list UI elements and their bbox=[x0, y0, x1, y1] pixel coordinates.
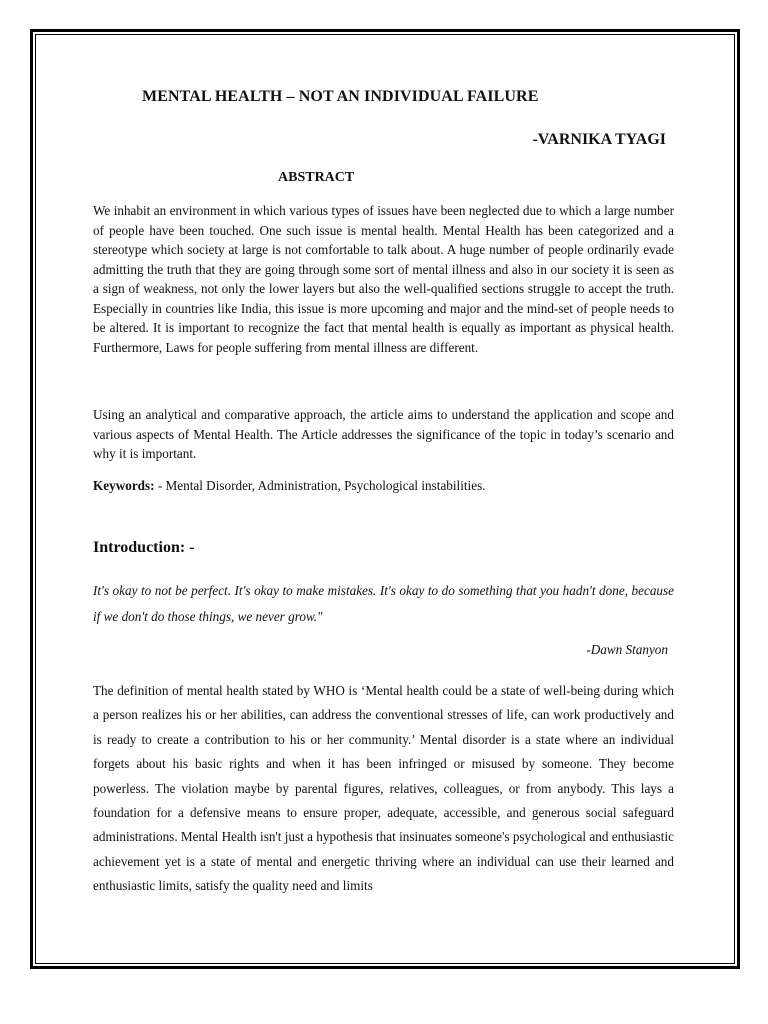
keywords-label: Keywords: bbox=[93, 478, 155, 493]
quote-attribution: -Dawn Stanyon bbox=[586, 642, 668, 657]
intro-quote: It's okay to not be perfect. It's okay to make mistakes. It's okay to do something that you hadn't done, because if we don't do those things, we never grow." bbox=[93, 583, 674, 624]
abstract-paragraph-1: We inhabit an environment in which various types of issues have been neglected due to which a large number of people have been touched. One such issue is mental health. Mental Health has been categorized and a stereotype which society at large is not comfortable to talk about. A huge number of people ordinarily evade admitting the truth that they are going through some sort of mental illness and also in our society it is seen as a sign of weakness, not only the lower layers but also the well-qualified sections struggle to accept the truth. Especially in countries like India, this issue is more upcoming and major and the mind-set of people needs to be altered. It is important to recognize the fact that mental health is equally as important as physical health. Furthermore, Laws for people suffering from mental illness are different. bbox=[93, 203, 674, 355]
document-author: -VARNIKA TYAGI bbox=[532, 131, 666, 148]
introduction-paragraph-1: The definition of mental health stated by WHO is ‘Mental health could be a state of well-being during which a person realizes his or her abilities, can address the conventional stresses of life, can work productively and is ready to create a contribution to his or her community.’ Mental disorder is a state where an individual forgets about his basic rights and when it has been infringed or misused by someone. They become powerless. The violation maybe by parental figures, relatives, colleagues, or from anybody. This lays a foundation for a defensive means to ensure proper, adequate, accessible, and generous social safeguard administrations. Mental Health isn't just a hypothesis that insinuates someone's psychological and enthusiastic achievement yet is a state of mental and energetic thriving where an individual can use their learned and enthusiastic limits, satisfy the quality need and limits bbox=[93, 683, 674, 894]
abstract-heading: ABSTRACT bbox=[278, 170, 355, 185]
keywords-line bbox=[93, 476, 674, 496]
keywords-text: - Mental Disorder, Administration, Psychological instabilities. bbox=[154, 478, 486, 493]
document-title: MENTAL HEALTH – NOT AN INDIVIDUAL FAILURE bbox=[142, 88, 539, 105]
introduction-heading: Introduction: - bbox=[93, 539, 195, 556]
abstract-paragraph-2: Using an analytical and comparative approach, the article aims to understand the application and scope and various aspects of Mental Health. The Article addresses the significance of the topic in today’s scenario and why it is important. bbox=[93, 407, 674, 461]
